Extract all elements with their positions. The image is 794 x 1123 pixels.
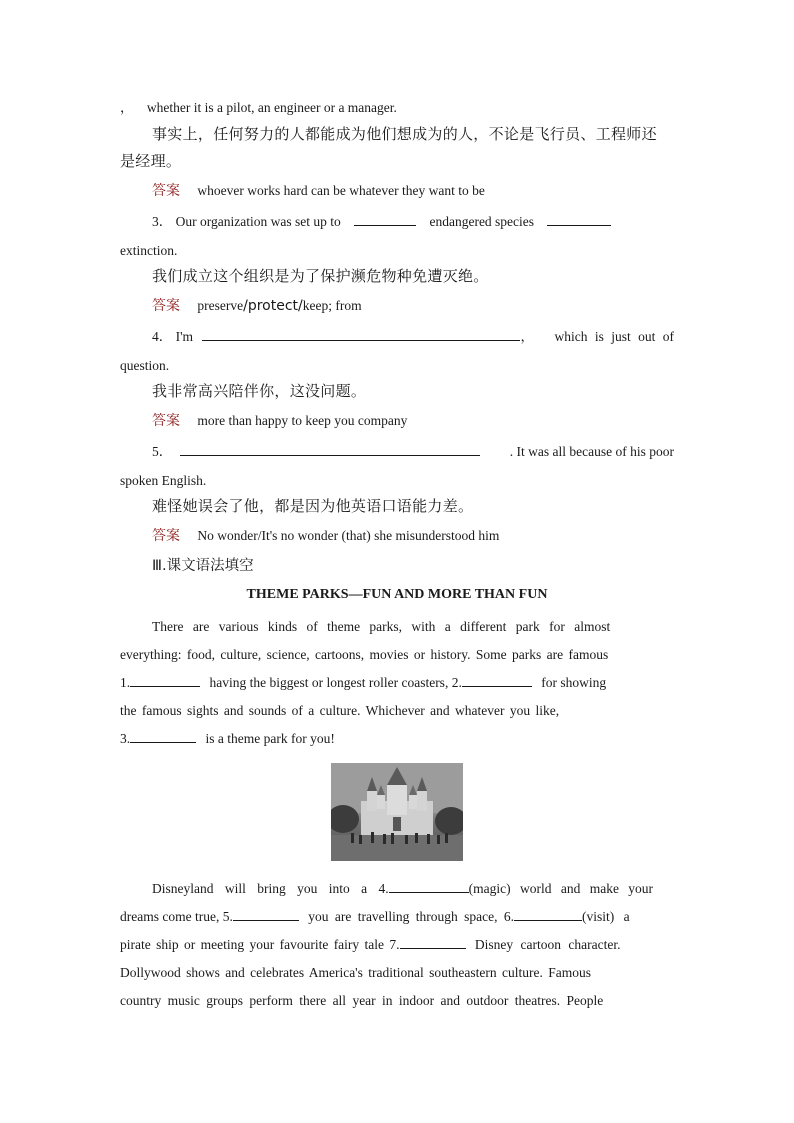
answer-label: 答案 <box>152 413 180 429</box>
passage-title: THEME PARKS—FUN AND MORE THAN FUN <box>246 587 548 602</box>
answer-blank <box>233 908 299 921</box>
answer-label: 答案 <box>152 298 180 314</box>
answer-blank <box>180 443 480 456</box>
answer-blank <box>400 936 466 949</box>
answer-blank <box>130 730 196 743</box>
question-4-cont: question. <box>120 358 170 373</box>
castle-illustration <box>331 763 463 861</box>
question-5: 5． . It was all because of his poor <box>152 444 674 459</box>
comma: ， <box>120 100 134 115</box>
answer-blank <box>354 213 416 226</box>
question-5-cont: spoken English. <box>120 473 207 488</box>
answer-text: whoever works hard can be whatever they want to be <box>197 183 485 198</box>
passage-paragraph-1: There are various kinds of theme parks, with a different park for almost everything: food, culture, science, cartoons, movies or history. Some parks are famous 1. having the biggest or longest roller coasters, 2. for showing the famous sights and sounds of a culture. Whichever and whatever you like, 3. is a theme park for you! <box>120 619 611 746</box>
question-3-cont: extinction. <box>120 243 178 258</box>
chinese-translation: 事实上，任何努力的人都能成为他们想成为的人，不论是飞行员、工程师还 <box>152 125 657 143</box>
question-4: 4． I'm ， which is just out of <box>152 329 674 344</box>
answer-blank <box>547 213 611 226</box>
answer-label: 答案 <box>152 183 180 199</box>
passage-paragraph-2: Disneyland will bring you into a 4. (magic) world and make your dreams come true, 5. you are travelling through space, 6. (visit) a pirate ship or meeting your favourite fairy tale 7. Disney cartoon character. Dollywood shows and celebrates America's traditional southeastern culture. Famous country music groups perform there all year in indoor and outdoor theatres. People <box>120 881 654 1008</box>
section-heading: Ⅲ.课文语法填空 <box>152 558 254 574</box>
text-line <box>120 98 674 118</box>
answer-blank <box>130 674 200 687</box>
chinese-translation: 难怪她误会了他，都是因为他英语口语能力差。 <box>152 497 474 515</box>
chinese-translation: 我们成立这个组织是为了保护濒危物种免遭灭绝。 <box>152 267 489 285</box>
answer-line <box>120 181 674 201</box>
answer-line: 答案 more than happy to keep you company <box>152 413 408 429</box>
chinese-translation-cont: 是经理。 <box>120 152 182 170</box>
answer-blank <box>462 674 532 687</box>
document-page <box>120 96 674 1015</box>
answer-line: 答案 No wonder/It's no wonder (that) she misunderstood him <box>152 528 500 544</box>
question-3: 3． Our organization was set up to endangered species <box>120 212 674 232</box>
castle-photo <box>331 763 463 861</box>
answer-line: 答案 preserve/protect/keep; from <box>152 298 362 314</box>
answer-label: 答案 <box>152 528 180 544</box>
english-line: whether it is a pilot, an engineer or a manager. <box>146 100 397 115</box>
answer-blank <box>202 328 520 341</box>
answer-blank <box>514 908 582 921</box>
answer-blank <box>389 880 469 893</box>
chinese-translation: 我非常高兴陪伴你，这没问题。 <box>152 382 367 400</box>
